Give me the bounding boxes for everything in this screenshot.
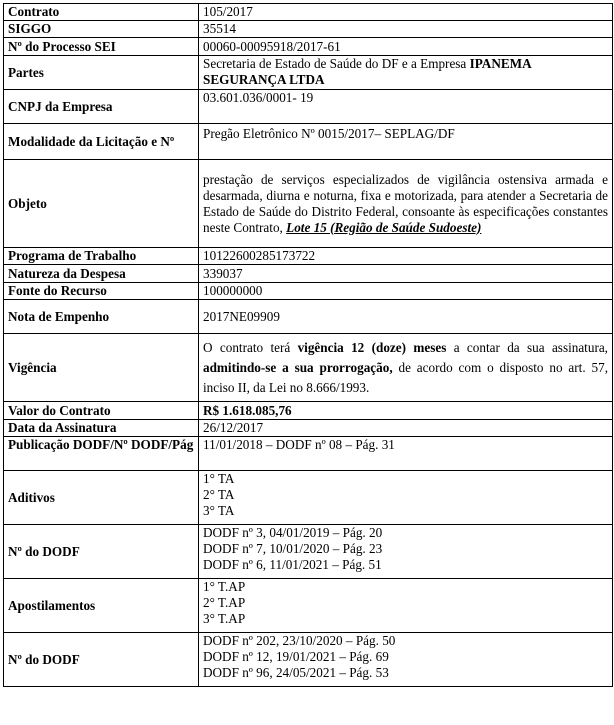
table-row-contrato [4,4,613,21]
table-row-siggo [4,21,613,38]
table-row-dodf-aditivos [4,525,613,579]
row-label: Publicação DODF/Nº DODF/Pág [4,437,199,471]
row-value [199,471,613,525]
table-row-modalidade [4,124,613,160]
row-value: 100000000 [199,283,613,300]
list-item: 2° TA [203,487,235,502]
row-value: 11/01/2018 – DODF nº 08 – Pág. 31 [199,437,613,471]
partes-text: Secretaria de Estado de Saúde do DF e a Empresa [203,56,470,71]
table-row-valor [4,402,613,420]
row-value [199,334,613,402]
vigencia-term: vigência 12 (doze) meses [297,339,447,355]
row-value [199,633,613,687]
row-value [199,579,613,633]
row-label: Aditivos [4,471,199,525]
objeto-text: prestação de serviços especializados de vigilância ostensiva armada e desarmada, diurna e noturna, fixa e motorizada, para atender a Secretaria de Estado de Saúde do Distrito Federal, consoante às especificações constantes neste Contrato, [203,171,608,235]
row-label: Contrato [4,4,199,21]
table-row-cnpj [4,90,613,124]
row-value: 10122600285173722 [199,248,613,265]
list-item: DODF nº 3, 04/01/2019 – Pág. 20 [203,525,383,540]
row-value: R$ 1.618.085,76 [199,402,613,420]
row-value: Pregão Eletrônico Nº 0015/2017– SEPLAG/DF [199,124,613,160]
table-row-assinatura [4,420,613,437]
row-label: Nº do DODF [4,525,199,579]
list-item: DODF nº 202, 23/10/2020 – Pág. 50 [203,633,396,648]
row-label: Nota de Empenho [4,300,199,334]
list-item: DODF nº 12, 19/01/2021 – Pág. 69 [203,649,389,664]
table-row-apostilamentos [4,579,613,633]
row-label: Vigência [4,334,199,402]
vigencia-text-3: de acordo com o disposto no art. 57, inciso II, da Lei no 8.666/1993. [203,359,608,395]
row-label: Valor do Contrato [4,402,199,420]
row-label: Programa de Trabalho [4,248,199,265]
row-value: 35514 [199,21,613,38]
list-item: 1° T.AP [203,579,246,594]
list-item: 3° T.AP [203,611,246,626]
row-label: Partes [4,56,199,90]
row-label: SIGGO [4,21,199,38]
table-row-natureza [4,265,613,283]
table-row-dodf-apostilamentos [4,633,613,687]
row-label: Apostilamentos [4,579,199,633]
row-label: Nº do Processo SEI [4,38,199,56]
list-item: DODF nº 96, 24/05/2021 – Pág. 53 [203,665,389,680]
table-row-objeto [4,160,613,248]
row-value: 26/12/2017 [199,420,613,437]
contract-summary-table [3,3,613,687]
table-row-empenho [4,300,613,334]
row-value [199,160,613,248]
row-label: Natureza da Despesa [4,265,199,283]
row-value: 339037 [199,265,613,283]
list-item: DODF nº 7, 10/01/2020 – Pág. 23 [203,541,383,556]
table-row-fonte [4,283,613,300]
row-label: CNPJ da Empresa [4,90,199,124]
row-value: 105/2017 [199,4,613,21]
partes-company: IPANEMA SEGURANÇA LTDA [203,56,531,87]
table-row-partes [4,56,613,90]
row-value [199,56,613,90]
row-label: Modalidade da Licitação e Nº [4,124,199,160]
list-item: 3° TA [203,503,235,518]
objeto-lote: Lote 15 (Região de Saúde Sudoeste) [286,219,482,235]
list-item: DODF nº 6, 11/01/2021 – Pág. 51 [203,557,382,572]
row-label: Fonte do Recurso [4,283,199,300]
row-label: Data da Assinatura [4,420,199,437]
vigencia-text-2: a contar da sua assinatura, [446,339,608,355]
vigencia-text-1: O contrato terá [203,339,298,355]
row-value: 03.601.036/0001- 19 [199,90,613,124]
row-label: Nº do DODF [4,633,199,687]
row-value: 2017NE09909 [199,300,613,334]
list-item: 1° TA [203,471,235,486]
row-value: 00060-00095918/2017-61 [199,38,613,56]
table-row-processo [4,38,613,56]
table-row-publicacao [4,437,613,471]
table-row-programa [4,248,613,265]
table-row-vigencia [4,334,613,402]
vigencia-extension: admitindo-se a sua prorrogação, [203,359,393,375]
row-label: Objeto [4,160,199,248]
list-item: 2° T.AP [203,595,246,610]
row-value [199,525,613,579]
table-row-aditivos [4,471,613,525]
